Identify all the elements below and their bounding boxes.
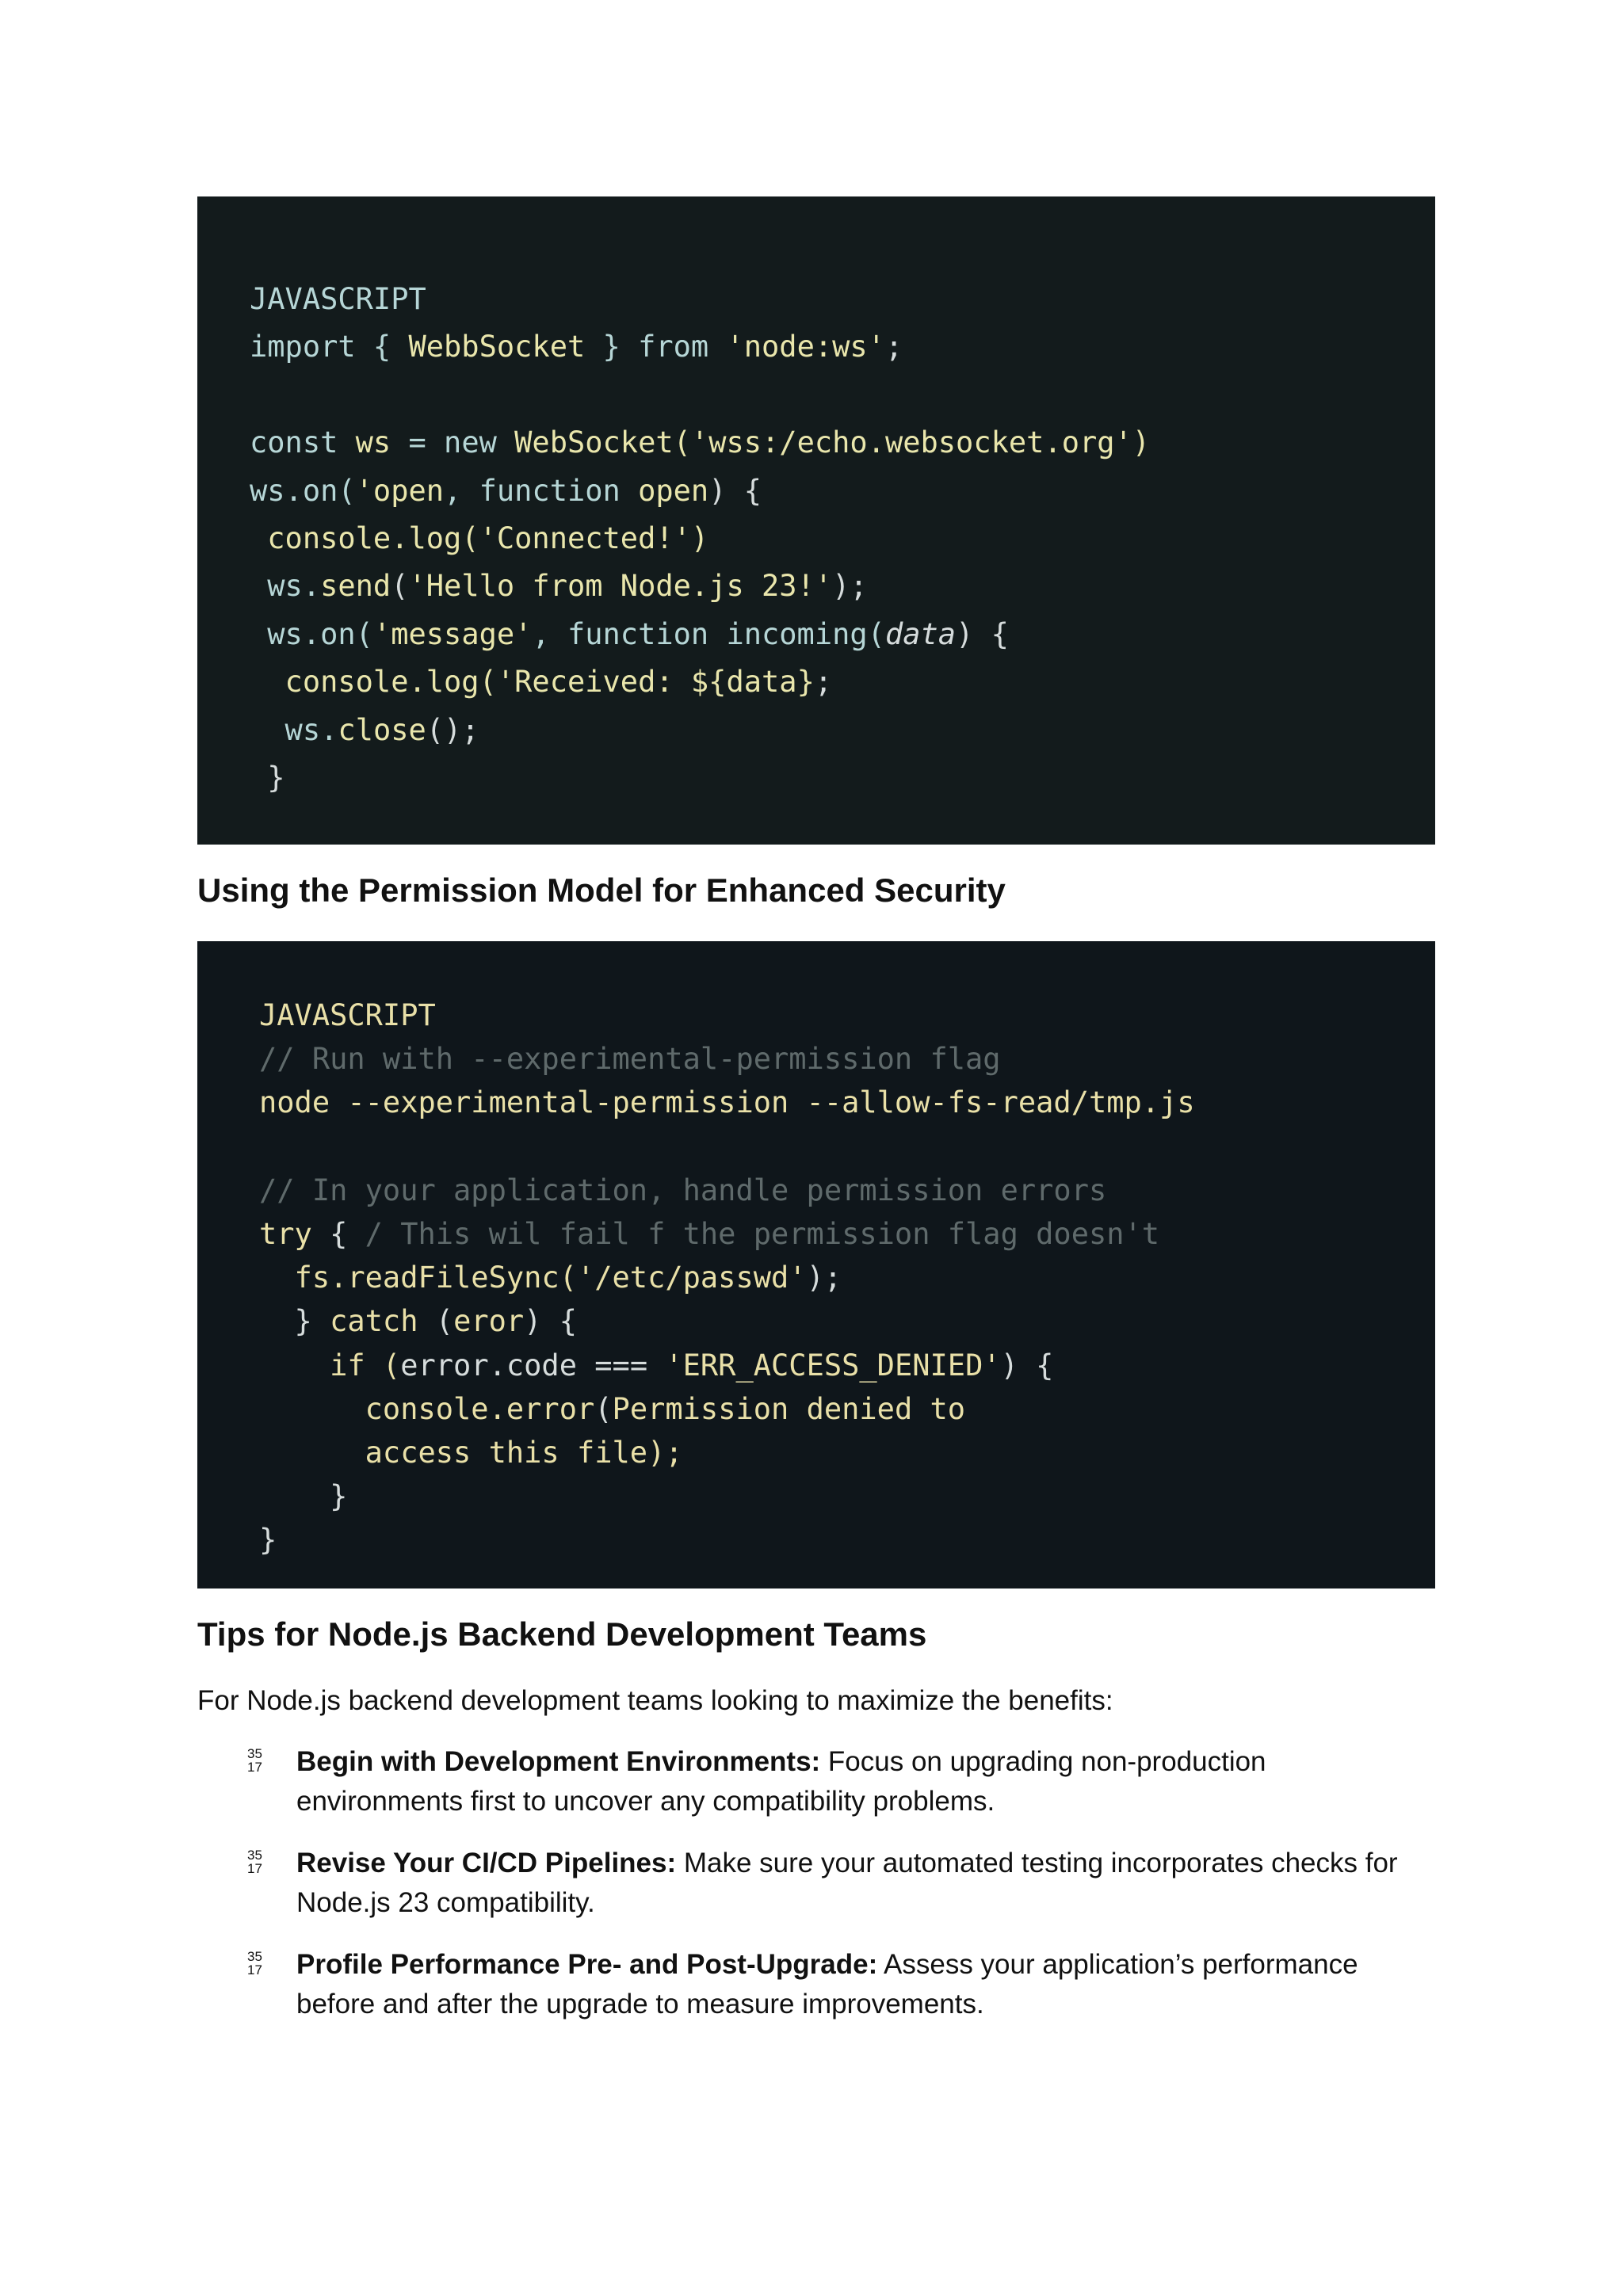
code-line-blank — [259, 1125, 1435, 1169]
code-line: access this file); — [259, 1435, 683, 1470]
code-line: } — [259, 1479, 348, 1514]
tip-text: Make sure your automated testing incorporates checks for Node.js 23 compatibility. — [296, 1848, 1398, 1918]
code-line: node --experimental-permission --allow-fs-read/tmp.js — [259, 1085, 1195, 1120]
intro-paragraph: For Node.js backend development teams looking to maximize the benefits: — [197, 1685, 1113, 1716]
tip-title: Begin with Development Environments: — [296, 1746, 821, 1777]
code-line: try { / This wil fail f the permission flag doesn't — [259, 1216, 1160, 1251]
tip-title: Profile Performance Pre- and Post-Upgrade: — [296, 1949, 878, 1980]
code-line: console.log('Received: ${data}; — [250, 665, 833, 700]
code-line: const ws = new WebSocket('wss:/echo.websocket.org') — [250, 425, 1151, 460]
code-line-blank — [250, 372, 1435, 419]
code-line: ws.on('open, function open) { — [250, 473, 762, 508]
list-item — [197, 1844, 1435, 1923]
code-line: } — [250, 760, 285, 795]
section-heading-tips: Tips for Node.js Backend Development Teams — [197, 1615, 927, 1653]
section-heading-permission-model: Using the Permission Model for Enhanced Security — [197, 871, 1006, 909]
code-line: if (error.code === 'ERR_ACCESS_DENIED') { — [259, 1348, 1054, 1383]
code-line: ws.on('message', function incoming(data) { — [250, 616, 1009, 651]
bullet-marker: 35 17 — [247, 1949, 262, 1978]
code-lang-label: JAVASCRIPT — [250, 282, 426, 316]
code-comment: // In your application, handle permission errors — [259, 1173, 1107, 1207]
tip-text: Assess your application’s performance before and after the upgrade to measure improvements. — [296, 1949, 1358, 2019]
code-line: fs.readFileSync('/etc/passwd'); — [259, 1261, 842, 1295]
tips-list — [197, 1742, 1435, 2046]
code-line: import { WebbSocket } from 'node:ws'; — [250, 330, 903, 364]
code-line: console.log('Connected!') — [250, 521, 709, 555]
bullet-marker: 35 17 — [247, 1848, 262, 1876]
code-block-permission — [197, 941, 1435, 1589]
bullet-marker: 35 17 — [247, 1746, 262, 1775]
code-comment: // Run with --experimental-permission flag — [259, 1042, 1001, 1077]
code-line: ws.send('Hello from Node.js 23!'); — [250, 569, 868, 604]
code-line: ws.close(); — [250, 712, 479, 747]
tip-text: Focus on upgrading non-production environments first to uncover any compatibility problems. — [296, 1746, 1266, 1817]
code-line: } catch (eror) { — [259, 1304, 577, 1339]
code-line: } — [259, 1523, 277, 1558]
code-block-websocket — [197, 196, 1435, 845]
list-item — [197, 1945, 1435, 2024]
code-line: console.error(Permission denied to — [259, 1391, 966, 1426]
code-lang-label: JAVASCRIPT — [259, 998, 436, 1032]
tip-title: Revise Your CI/CD Pipelines: — [296, 1848, 677, 1878]
list-item — [197, 1742, 1435, 1821]
